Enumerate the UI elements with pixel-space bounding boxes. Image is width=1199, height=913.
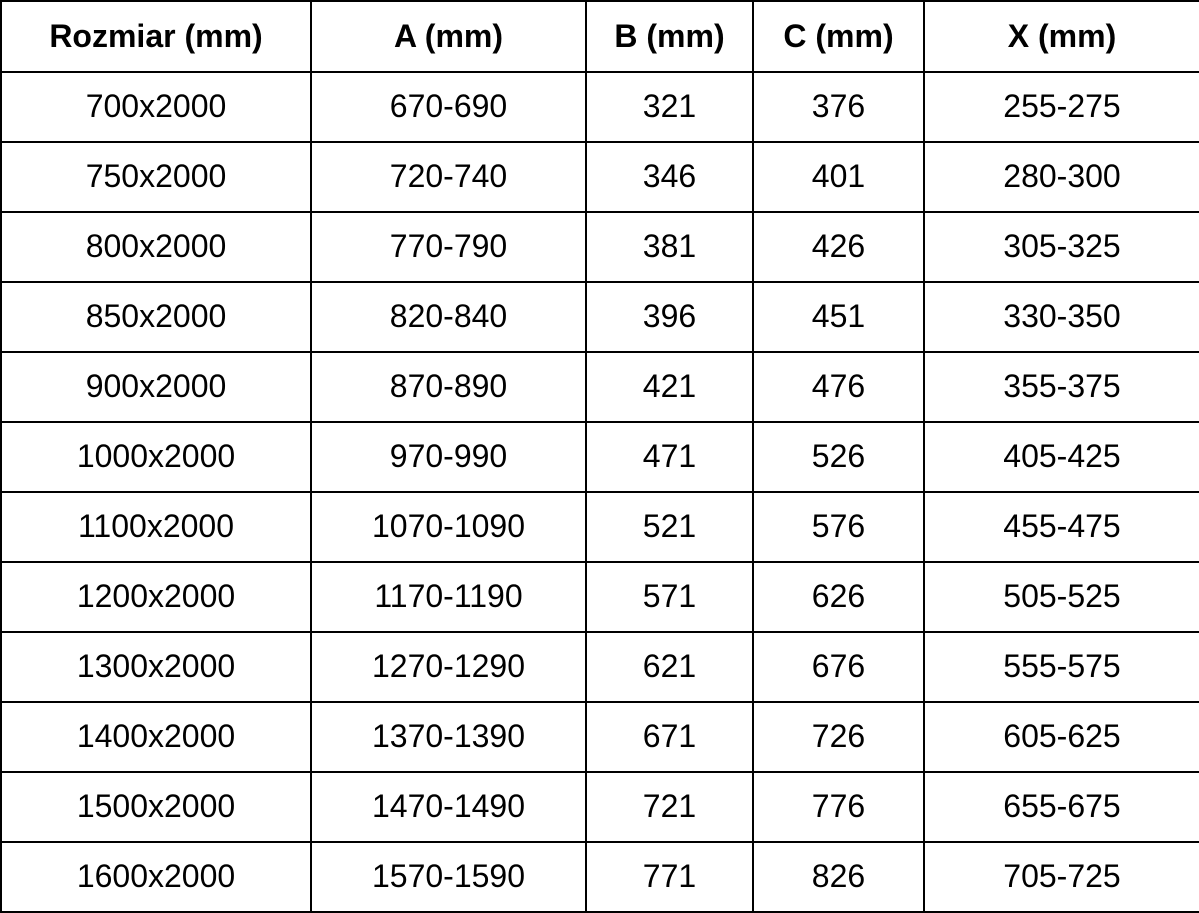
table-cell: 800x2000 [1, 212, 311, 282]
table-cell: 626 [753, 562, 924, 632]
table-cell: 255-275 [924, 72, 1199, 142]
table-cell: 1100x2000 [1, 492, 311, 562]
table-cell: 476 [753, 352, 924, 422]
table-cell: 970-990 [311, 422, 586, 492]
table-cell: 900x2000 [1, 352, 311, 422]
table-cell: 330-350 [924, 282, 1199, 352]
table-cell: 526 [753, 422, 924, 492]
table-cell: 280-300 [924, 142, 1199, 212]
table-cell: 700x2000 [1, 72, 311, 142]
table-cell: 376 [753, 72, 924, 142]
table-row [1, 772, 1199, 842]
table-cell: 451 [753, 282, 924, 352]
table-cell: 655-675 [924, 772, 1199, 842]
table-row [1, 282, 1199, 352]
table-row [1, 842, 1199, 912]
table-cell: 346 [586, 142, 753, 212]
table-cell: 305-325 [924, 212, 1199, 282]
table-row [1, 422, 1199, 492]
table-cell: 1300x2000 [1, 632, 311, 702]
table-cell: 396 [586, 282, 753, 352]
table-cell: 621 [586, 632, 753, 702]
table-cell: 405-425 [924, 422, 1199, 492]
table-cell: 850x2000 [1, 282, 311, 352]
table-cell: 576 [753, 492, 924, 562]
table-cell: 381 [586, 212, 753, 282]
column-header: B (mm) [586, 1, 753, 72]
table-cell: 401 [753, 142, 924, 212]
table-cell: 1070-1090 [311, 492, 586, 562]
table-row [1, 632, 1199, 702]
table-cell: 726 [753, 702, 924, 772]
table-row [1, 562, 1199, 632]
table-cell: 671 [586, 702, 753, 772]
header-row [1, 1, 1199, 72]
table-cell: 1470-1490 [311, 772, 586, 842]
table-cell: 1500x2000 [1, 772, 311, 842]
table-cell: 521 [586, 492, 753, 562]
table-row [1, 492, 1199, 562]
table-cell: 1370-1390 [311, 702, 586, 772]
table-cell: 870-890 [311, 352, 586, 422]
table-row [1, 142, 1199, 212]
column-header: Rozmiar (mm) [1, 1, 311, 72]
table-row [1, 352, 1199, 422]
table-cell: 771 [586, 842, 753, 912]
column-header: C (mm) [753, 1, 924, 72]
table-cell: 1000x2000 [1, 422, 311, 492]
table-cell: 1400x2000 [1, 702, 311, 772]
table-cell: 605-625 [924, 702, 1199, 772]
table-cell: 1600x2000 [1, 842, 311, 912]
table-cell: 321 [586, 72, 753, 142]
table-cell: 571 [586, 562, 753, 632]
table-cell: 750x2000 [1, 142, 311, 212]
table-cell: 770-790 [311, 212, 586, 282]
table-row [1, 72, 1199, 142]
table-cell: 720-740 [311, 142, 586, 212]
column-header: X (mm) [924, 1, 1199, 72]
table-cell: 705-725 [924, 842, 1199, 912]
table-row [1, 212, 1199, 282]
table-cell: 776 [753, 772, 924, 842]
table-cell: 471 [586, 422, 753, 492]
table-cell: 426 [753, 212, 924, 282]
table-cell: 1570-1590 [311, 842, 586, 912]
table-cell: 355-375 [924, 352, 1199, 422]
table-header [1, 1, 1199, 72]
table-cell: 670-690 [311, 72, 586, 142]
table-body [1, 72, 1199, 912]
table-cell: 676 [753, 632, 924, 702]
table-cell: 555-575 [924, 632, 1199, 702]
table-cell: 455-475 [924, 492, 1199, 562]
table-row [1, 702, 1199, 772]
table-cell: 421 [586, 352, 753, 422]
column-header: A (mm) [311, 1, 586, 72]
table-cell: 826 [753, 842, 924, 912]
table-cell: 1270-1290 [311, 632, 586, 702]
table-cell: 820-840 [311, 282, 586, 352]
table-cell: 1170-1190 [311, 562, 586, 632]
table-cell: 1200x2000 [1, 562, 311, 632]
table-cell: 721 [586, 772, 753, 842]
table-cell: 505-525 [924, 562, 1199, 632]
